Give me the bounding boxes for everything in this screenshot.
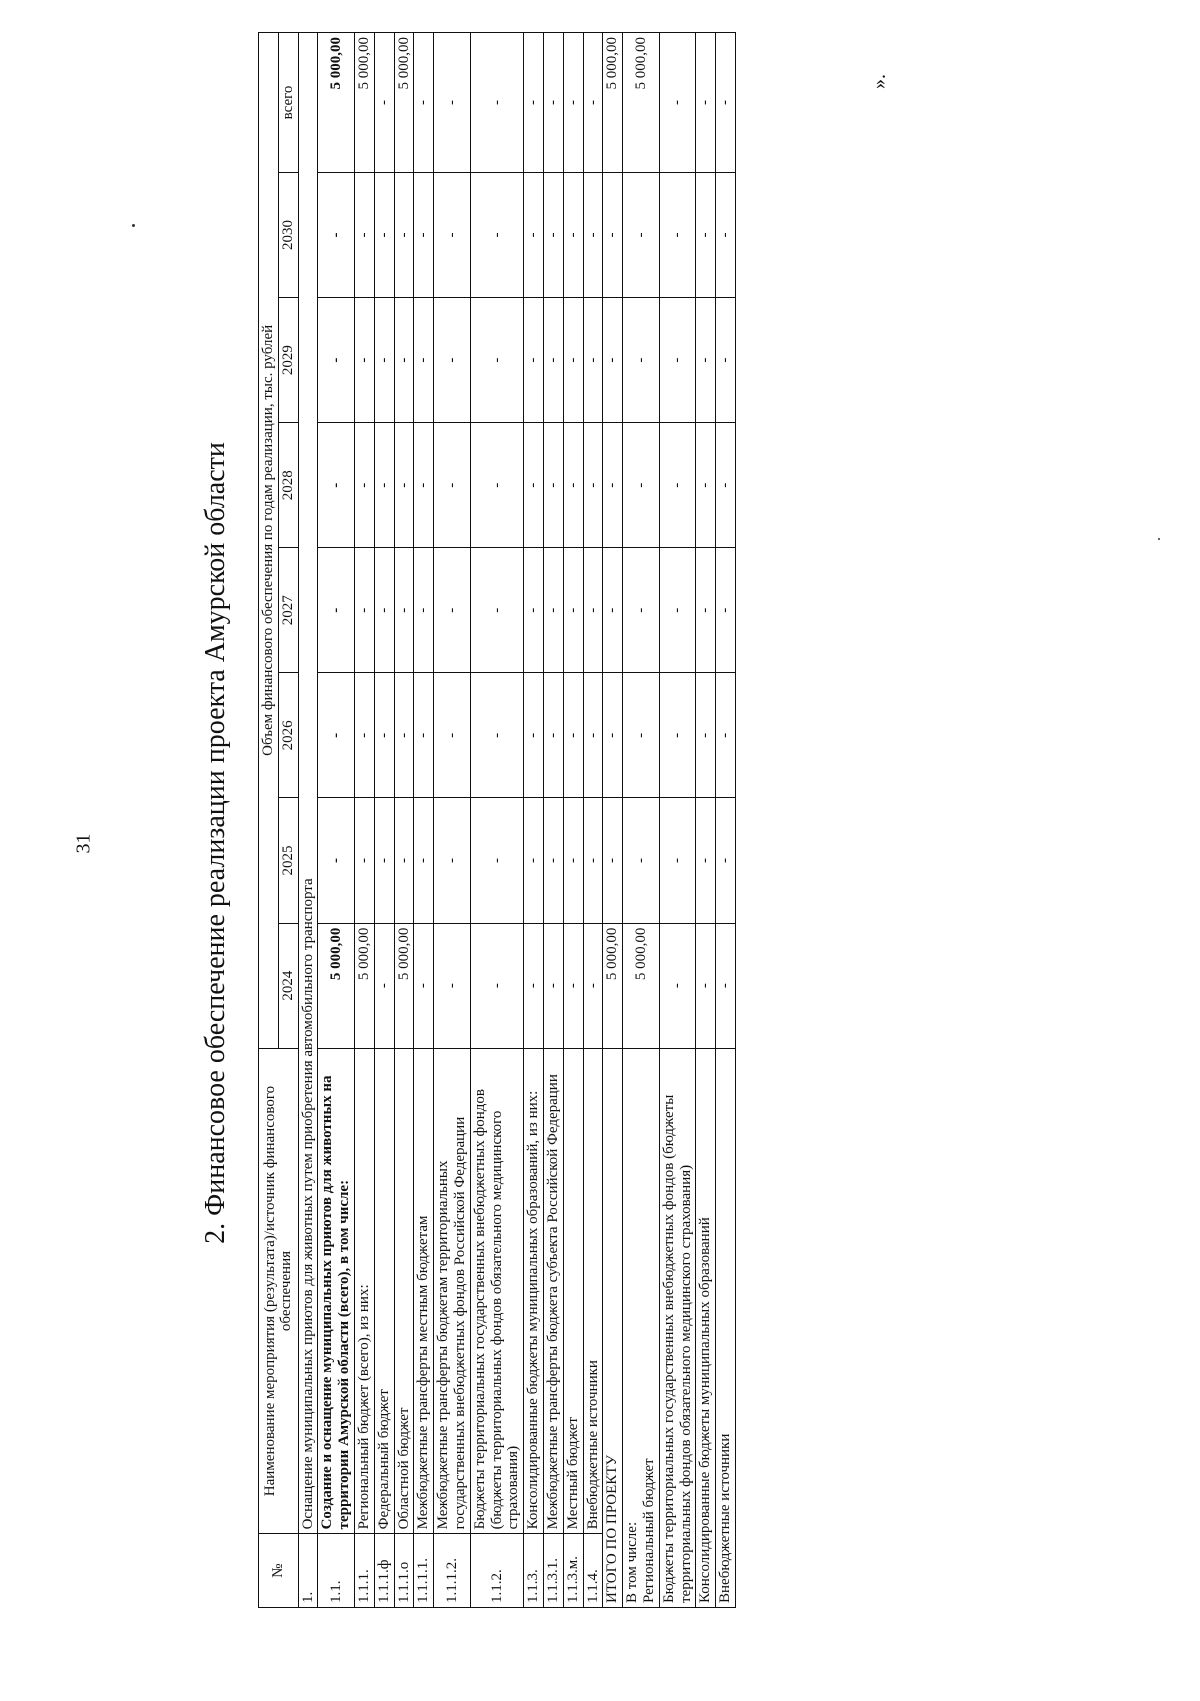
summary-value: - bbox=[603, 548, 623, 673]
table-row bbox=[563, 33, 583, 1608]
row-no: 1.1.1.2. bbox=[434, 1534, 471, 1608]
row-value: - bbox=[434, 172, 471, 297]
summary-value: - bbox=[696, 423, 716, 548]
summary-value: - bbox=[716, 33, 736, 173]
row-no: 1.1.2. bbox=[470, 1534, 523, 1608]
section-no: 1. bbox=[298, 1534, 318, 1608]
row-value: - bbox=[543, 423, 563, 548]
summary-value: - bbox=[696, 298, 716, 423]
summary-value: - bbox=[659, 172, 696, 297]
summary-value: - bbox=[696, 33, 716, 173]
row-value: - bbox=[414, 798, 434, 923]
row-value: 5 000,00 bbox=[318, 33, 355, 173]
row-value: - bbox=[374, 298, 394, 423]
row-value: 5 000,00 bbox=[394, 923, 414, 1048]
summary-name: В том числе: Региональный бюджет bbox=[623, 1048, 660, 1607]
header-row bbox=[259, 33, 279, 1608]
row-name: Консолидированные бюджеты муниципальных образований, из них: bbox=[524, 1048, 544, 1534]
row-value: - bbox=[354, 673, 374, 798]
row-value: - bbox=[434, 673, 471, 798]
row-value: - bbox=[524, 33, 544, 173]
row-value: - bbox=[563, 548, 583, 673]
row-value: - bbox=[414, 923, 434, 1048]
row-value: - bbox=[374, 923, 394, 1048]
row-value: - bbox=[583, 33, 603, 173]
row-name: Межбюджетные трансферты местным бюджетам bbox=[414, 1048, 434, 1534]
summary-value: - bbox=[659, 423, 696, 548]
row-value: - bbox=[354, 172, 374, 297]
row-name: Региональный бюджет (всего), из них: bbox=[354, 1048, 374, 1534]
header-year: 2028 bbox=[278, 423, 298, 548]
summary-value: - bbox=[603, 673, 623, 798]
financing-table bbox=[258, 32, 736, 1608]
summary-value: - bbox=[623, 172, 660, 297]
header-year: 2027 bbox=[278, 548, 298, 673]
row-value: - bbox=[524, 298, 544, 423]
summary-value: - bbox=[659, 673, 696, 798]
row-value: - bbox=[524, 923, 544, 1048]
row-value: - bbox=[318, 423, 355, 548]
summary-value: - bbox=[716, 673, 736, 798]
row-value: - bbox=[414, 172, 434, 297]
row-value: - bbox=[394, 673, 414, 798]
table-row bbox=[543, 33, 563, 1608]
header-year: 2026 bbox=[278, 673, 298, 798]
row-value: - bbox=[470, 172, 523, 297]
row-value: - bbox=[543, 548, 563, 673]
summary-value: 5 000,00 bbox=[623, 33, 660, 173]
header-volume: Объем финансового обеспечения по годам реализации, тыс. рублей bbox=[259, 33, 279, 1049]
row-value: - bbox=[543, 923, 563, 1048]
row-value: - bbox=[524, 798, 544, 923]
summary-row bbox=[659, 33, 696, 1608]
row-value: 5 000,00 bbox=[394, 33, 414, 173]
row-value: - bbox=[354, 423, 374, 548]
table-row bbox=[524, 33, 544, 1608]
table-body bbox=[259, 33, 736, 1608]
row-value: - bbox=[394, 298, 414, 423]
row-value: - bbox=[354, 298, 374, 423]
row-value: - bbox=[318, 673, 355, 798]
summary-value: 5 000,00 bbox=[603, 923, 623, 1048]
summary-value: 5 000,00 bbox=[603, 33, 623, 173]
row-value: 5 000,00 bbox=[318, 923, 355, 1048]
summary-value: - bbox=[659, 33, 696, 173]
header-year: 2030 bbox=[278, 172, 298, 297]
row-name: Федеральный бюджет bbox=[374, 1048, 394, 1534]
summary-value: - bbox=[659, 923, 696, 1048]
summary-value: - bbox=[623, 798, 660, 923]
row-value: - bbox=[318, 298, 355, 423]
summary-value: - bbox=[603, 798, 623, 923]
row-value: - bbox=[470, 798, 523, 923]
row-no: 1.1.3. bbox=[524, 1534, 544, 1608]
row-value: - bbox=[434, 33, 471, 173]
summary-row bbox=[603, 33, 623, 1608]
row-no: 1.1.3.м. bbox=[563, 1534, 583, 1608]
row-value: - bbox=[318, 548, 355, 673]
header-name: Наименование мероприятия (результата)/источник финансового обеспечения bbox=[259, 1048, 299, 1534]
row-no: 1.1.3.1. bbox=[543, 1534, 563, 1608]
row-no: 1.1. bbox=[318, 1534, 355, 1608]
row-value: - bbox=[583, 548, 603, 673]
row-value: 5 000,00 bbox=[354, 923, 374, 1048]
row-value: - bbox=[394, 423, 414, 548]
row-no: 1.1.4. bbox=[583, 1534, 603, 1608]
row-value: - bbox=[394, 798, 414, 923]
summary-value: 5 000,00 bbox=[623, 923, 660, 1048]
row-value: - bbox=[583, 798, 603, 923]
summary-value: - bbox=[716, 923, 736, 1048]
row-value: - bbox=[524, 548, 544, 673]
row-value: - bbox=[583, 298, 603, 423]
row-name: Внебюджетные источники bbox=[583, 1048, 603, 1534]
row-value: - bbox=[374, 33, 394, 173]
summary-value: - bbox=[659, 298, 696, 423]
table-row bbox=[374, 33, 394, 1608]
row-value: - bbox=[563, 798, 583, 923]
summary-value: - bbox=[716, 548, 736, 673]
rotated-content bbox=[200, 18, 920, 1668]
header-year: 2024 bbox=[278, 923, 298, 1048]
row-value: - bbox=[354, 548, 374, 673]
row-value: - bbox=[318, 798, 355, 923]
section-row bbox=[298, 33, 318, 1608]
row-value: - bbox=[543, 298, 563, 423]
summary-value: - bbox=[716, 172, 736, 297]
row-name: Местный бюджет bbox=[563, 1048, 583, 1534]
row-no: 1.1.1.о bbox=[394, 1534, 414, 1608]
row-name: Областной бюджет bbox=[394, 1048, 414, 1534]
row-value: - bbox=[434, 548, 471, 673]
table-row bbox=[414, 33, 434, 1608]
row-value: - bbox=[374, 798, 394, 923]
scan-speck bbox=[132, 224, 135, 227]
summary-name: Консолидированные бюджеты муниципальных образований bbox=[696, 1048, 716, 1607]
row-value: - bbox=[354, 798, 374, 923]
summary-value: - bbox=[623, 673, 660, 798]
header-year: 2029 bbox=[278, 298, 298, 423]
row-name: Межбюджетные трансферты бюджетам территориальных государственных внебюджетных фондов Российской Федерации bbox=[434, 1048, 471, 1534]
row-no: 1.1.1. bbox=[354, 1534, 374, 1608]
table-row bbox=[354, 33, 374, 1608]
summary-row bbox=[623, 33, 660, 1608]
row-value: - bbox=[414, 423, 434, 548]
summary-value: - bbox=[696, 923, 716, 1048]
page-number: 31 bbox=[72, 833, 95, 854]
row-value: - bbox=[583, 172, 603, 297]
header-year: 2025 bbox=[278, 798, 298, 923]
row-value: - bbox=[374, 423, 394, 548]
summary-value: - bbox=[659, 798, 696, 923]
row-value: - bbox=[434, 298, 471, 423]
row-value: - bbox=[414, 673, 434, 798]
table-row bbox=[394, 33, 414, 1608]
summary-value: - bbox=[696, 172, 716, 297]
row-value: - bbox=[583, 923, 603, 1048]
summary-value: - bbox=[623, 423, 660, 548]
row-value: - bbox=[543, 172, 563, 297]
row-value: - bbox=[394, 172, 414, 297]
section-name: Оснащение муниципальных приютов для животных путем приобретения автомобильного транспорта bbox=[298, 33, 318, 1534]
row-value: - bbox=[563, 172, 583, 297]
row-no: 1.1.1.ф bbox=[374, 1534, 394, 1608]
row-name: Межбюджетные трансферты бюджета субъекта Российской Федерации bbox=[543, 1048, 563, 1534]
row-value: - bbox=[583, 673, 603, 798]
row-value: - bbox=[543, 33, 563, 173]
summary-value: - bbox=[716, 298, 736, 423]
row-value: - bbox=[524, 423, 544, 548]
row-value: - bbox=[414, 33, 434, 173]
row-value: - bbox=[434, 423, 471, 548]
row-name: Создание и оснащение муниципальных приютов для животных на территории Амурской области (всего), в том числе: bbox=[318, 1048, 355, 1534]
summary-value: - bbox=[716, 423, 736, 548]
row-no: 1.1.1.1. bbox=[414, 1534, 434, 1608]
summary-value: - bbox=[659, 548, 696, 673]
row-value: - bbox=[414, 548, 434, 673]
table-row bbox=[470, 33, 523, 1608]
scan-speck bbox=[1158, 538, 1160, 540]
summary-name: Внебюджетные источники bbox=[716, 1048, 736, 1607]
row-value: - bbox=[524, 673, 544, 798]
table-row bbox=[583, 33, 603, 1608]
header-no: № bbox=[259, 1534, 299, 1608]
summary-value: - bbox=[696, 798, 716, 923]
row-value: - bbox=[470, 548, 523, 673]
row-value: - bbox=[524, 172, 544, 297]
row-value: - bbox=[563, 298, 583, 423]
table-row bbox=[318, 33, 355, 1608]
row-value: - bbox=[543, 673, 563, 798]
summary-value: - bbox=[603, 298, 623, 423]
table-row bbox=[434, 33, 471, 1608]
row-value: - bbox=[470, 423, 523, 548]
row-value: - bbox=[583, 423, 603, 548]
row-value: - bbox=[374, 673, 394, 798]
summary-name: Бюджеты территориальных государственных внебюджетных фондов (бюджеты территориальных фондов обязательного медицинского страхования) bbox=[659, 1048, 696, 1607]
row-value: - bbox=[543, 798, 563, 923]
row-value: - bbox=[318, 172, 355, 297]
header-total: всего bbox=[278, 33, 298, 173]
summary-value: - bbox=[603, 423, 623, 548]
row-name: Бюджеты территориальных государственных внебюджетных фондов (бюджеты территориальных фондов обязательного медицинского страхования) bbox=[470, 1048, 523, 1534]
row-value: - bbox=[374, 548, 394, 673]
row-value: - bbox=[563, 673, 583, 798]
row-value: - bbox=[414, 298, 434, 423]
row-value: - bbox=[563, 423, 583, 548]
row-value: - bbox=[563, 33, 583, 173]
summary-row bbox=[716, 33, 736, 1608]
row-value: - bbox=[434, 923, 471, 1048]
row-value: - bbox=[470, 298, 523, 423]
summary-value: - bbox=[603, 172, 623, 297]
row-value: - bbox=[470, 673, 523, 798]
closing-quote: ». bbox=[868, 74, 890, 89]
row-value: - bbox=[374, 172, 394, 297]
section-title: 2. Финансовое обеспечение реализации проекта Амурской области bbox=[200, 442, 231, 1244]
summary-value: - bbox=[696, 673, 716, 798]
summary-row bbox=[696, 33, 716, 1608]
summary-name: ИТОГО ПО ПРОЕКТУ bbox=[603, 1048, 623, 1607]
summary-value: - bbox=[716, 798, 736, 923]
row-value: - bbox=[563, 923, 583, 1048]
row-value: - bbox=[394, 548, 414, 673]
row-value: 5 000,00 bbox=[354, 33, 374, 173]
row-value: - bbox=[434, 798, 471, 923]
row-value: - bbox=[470, 33, 523, 173]
summary-value: - bbox=[623, 548, 660, 673]
summary-value: - bbox=[696, 548, 716, 673]
summary-value: - bbox=[623, 298, 660, 423]
row-value: - bbox=[470, 923, 523, 1048]
